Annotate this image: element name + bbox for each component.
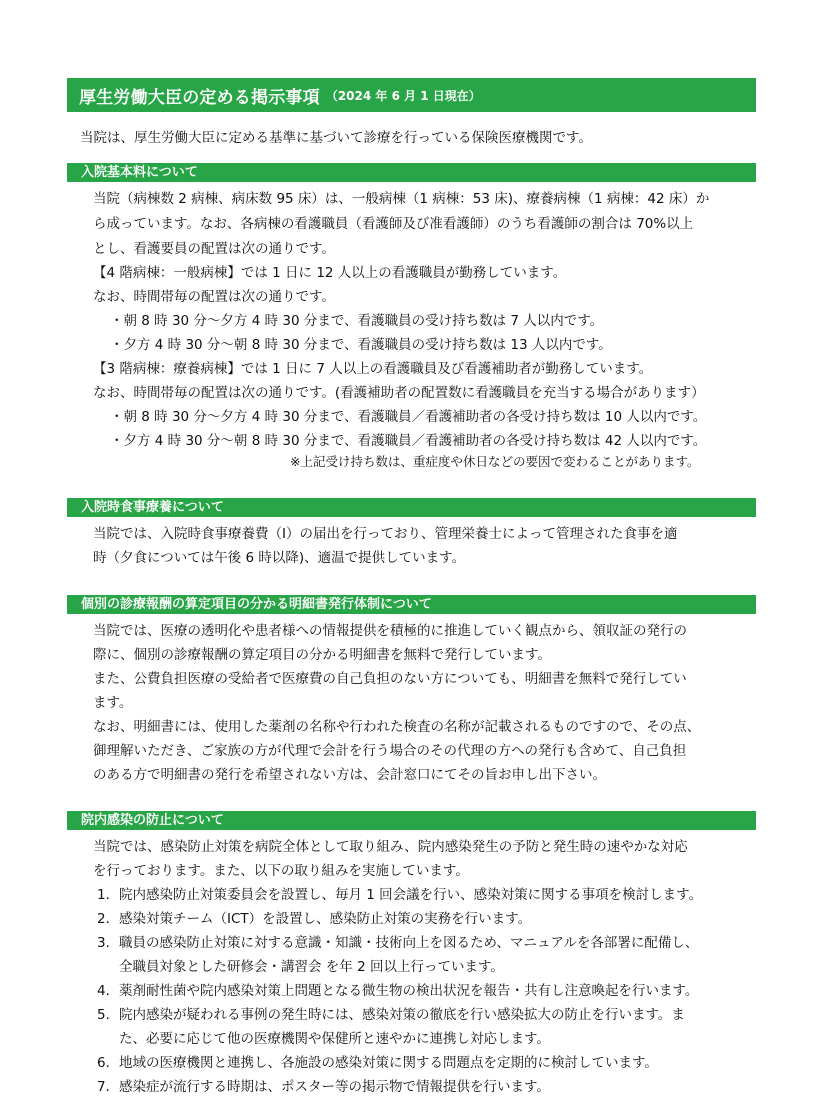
paragraph-line: 当院では、入院時食事療養費（Ⅰ）の届出を行っており、管理栄養士によって管理された食事を適 [93, 526, 678, 542]
paragraph-line: なお、時間帯毎の配置は次の通りです。(看護補助者の配置数に看護職員を充当する場合があります） [93, 385, 705, 401]
page-title: 厚生労働大臣の定める掲示事項 [79, 87, 320, 108]
section-heading-admission-fee: 入院基本料について [67, 163, 756, 182]
paragraph-line: 当院では、感染防止対策を病院全体として取り組み、院内感染発生の予防と発生時の速やかな対応 [93, 839, 688, 855]
paragraph-line: 時（夕食については午後 6 時以降)、適温で提供しています。 [93, 550, 466, 566]
list-item-continuation: 全職員対象とした研修会・講習会 を年 2 回以上行っています。 [119, 959, 504, 975]
bullet-line: ・朝 8 時 30 分～夕方 4 時 30 分まで、看護職員の受け持ち数は 7 人以内です。 [110, 313, 604, 329]
list-item: 3．職員の感染防止対策に対する意識・知識・技術向上を図るため、マニュアルを各部署に配備し、 [97, 935, 699, 951]
paragraph-line: ら成っています。なお、各病棟の看護職員（看護師及び准看護師）のうち看護師の割合は 70%以上 [93, 216, 694, 232]
bullet-line: ・夕方 4 時 30 分～朝 8 時 30 分まで、看護職員／看護補助者の各受け持ち数は 42 人以内です。 [110, 433, 707, 449]
page-title-bar [67, 78, 756, 112]
section-heading-meal: 入院時食事療養について [67, 498, 756, 517]
paragraph-line: のある方で明細書の発行を希望されない方は、会計窓口にてその旨お申し出下さい。 [93, 767, 606, 783]
paragraph-line: なお、時間帯毎の配置は次の通りです。 [93, 289, 335, 305]
paragraph-line: を行っております。また、以下の取り組みを実施しています。 [93, 863, 469, 879]
paragraph-line: 【4 階病棟：一般病棟】では 1 日に 12 人以上の看護職員が勤務しています。 [93, 265, 567, 281]
list-item: 1．院内感染防止対策委員会を設置し、毎月 1 回会議を行い、感染対策に関する事項を検討します。 [97, 887, 703, 903]
list-item: 5．院内感染が疑われる事例の発生時には、感染対策の徹底を行い感染拡大の防止を行います。ま [97, 1007, 685, 1023]
paragraph-line: 【3 階病棟：療養病棟】では 1 日に 7 人以上の看護職員及び看護補助者が勤務しています。 [93, 361, 653, 377]
list-item: 6．地域の医療機関と連携し、各施設の感染対策に関する問題点を定期的に検討しています。 [97, 1055, 658, 1071]
paragraph-line: 際に、個別の診療報酬の算定項目の分かる明細書を無料で発行しています。 [93, 647, 551, 663]
paragraph-line: また、公費負担医療の受給者で医療費の自己負担のない方についても、明細書を無料で発行してい [93, 671, 687, 687]
list-item: 4．薬剤耐性菌や院内感染対策上問題となる微生物の検出状況を報告・共有し注意喚起を行います。 [97, 983, 699, 999]
intro-text: 当院は、厚生労働大臣に定める基準に基づいて診療を行っている保険医療機関です。 [80, 130, 592, 146]
paragraph-line: とし、看護要員の配置は次の通りです。 [93, 241, 335, 257]
list-item: 7．感染症が流行する時期は、ポスター等の掲示物で情報提供を行います。 [97, 1079, 550, 1095]
page-date: （2024 年 6 月 1 日現在） [325, 88, 481, 103]
paragraph-line: 当院（病棟数 2 病棟、病床数 95 床）は、一般病棟（1 病棟：53 床)、療養病棟（1 病棟：42 床）か [93, 191, 710, 207]
section-heading-statement: 個別の診療報酬の算定項目の分かる明細書発行体制について [67, 595, 756, 614]
bullet-line: ・夕方 4 時 30 分～朝 8 時 30 分まで、看護職員の受け持ち数は 13 人以内です。 [110, 337, 612, 353]
list-item: 2．感染対策チーム（ICT）を設置し、感染防止対策の実務を行います。 [97, 911, 532, 927]
note-text: ※上記受け持ち数は、重症度や休日などの要因で変わることがあります。 [290, 454, 700, 469]
paragraph-line: 御理解いただき、ご家族の方が代理で会計を行う場合のその代理の方への発行も含めて、自己負担 [93, 743, 687, 759]
paragraph-line: 当院では、医療の透明化や患者様への情報提供を積極的に推進していく観点から、領収証の発行の [93, 623, 687, 639]
paragraph-line: なお、明細書には、使用した薬剤の名称や行われた検査の名称が記載されるものですので、その点、 [93, 719, 701, 735]
list-item-continuation: た、必要に応じて他の医療機関や保健所と速やかに連携し対応します。 [119, 1031, 550, 1047]
paragraph-line: ます。 [93, 695, 133, 711]
bullet-line: ・朝 8 時 30 分～夕方 4 時 30 分まで、看護職員／看護補助者の各受け持ち数は 10 人以内です。 [110, 409, 707, 425]
section-heading-infection: 院内感染の防止について [67, 811, 756, 830]
